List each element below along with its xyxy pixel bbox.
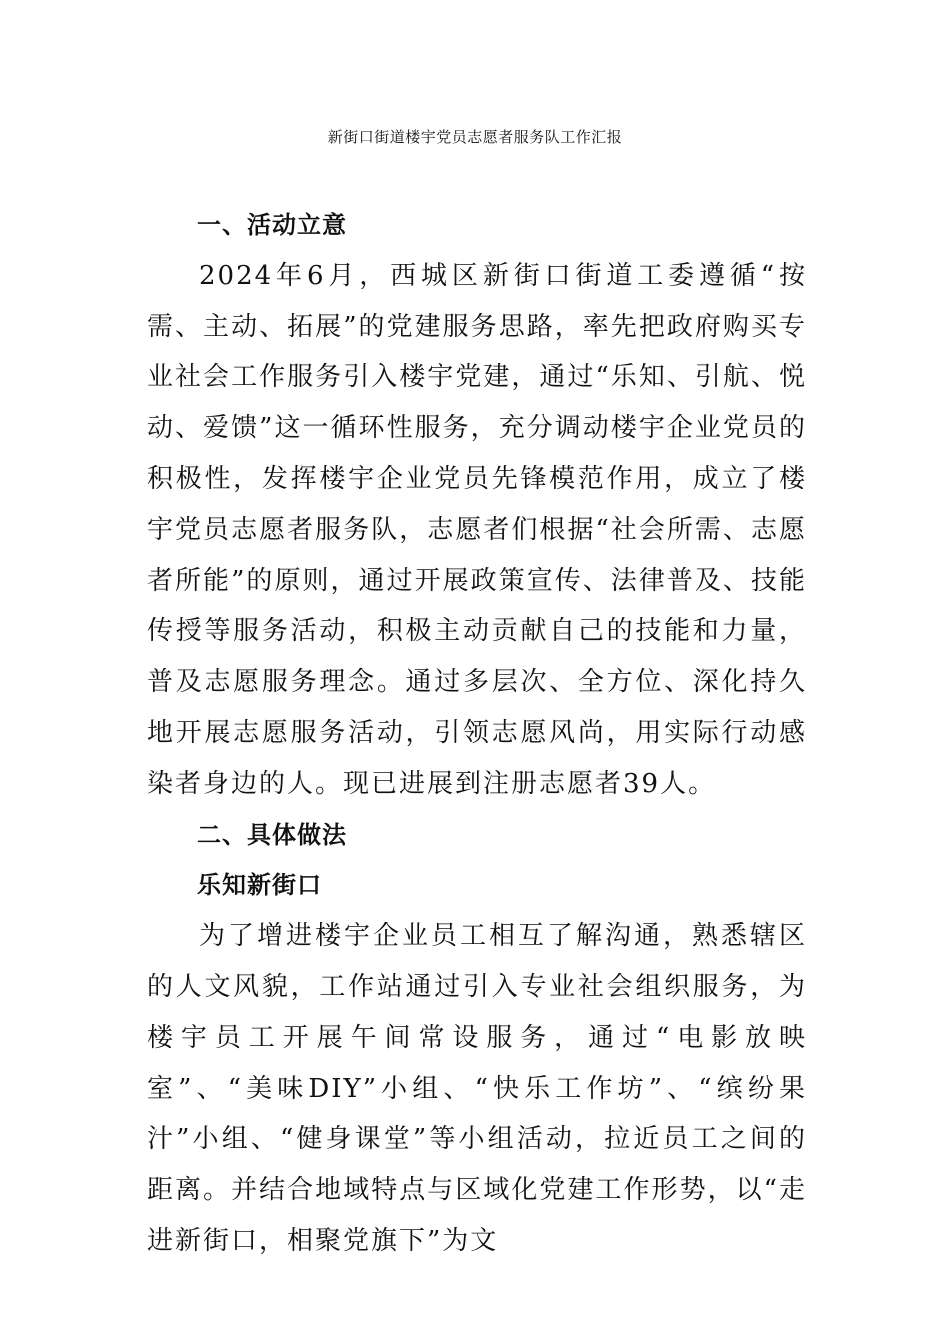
subheading-lezhi-xinjiekou: 乐知新街口: [197, 870, 322, 900]
paragraph-activity-purpose: 2024年6月，西城区新街口街道工委遵循“按需、主动、拓展”的党建服务思路，率先把政府购买专业社会工作服务引入楼宇党建，通过“乐知、引航、悦动、爱馈”这一循环性服务，充分调动楼宇企业党员的积极性，发挥楼宇企业党员先锋模范作用，成立了楼宇党员志愿者服务队，志愿者们根据“社会所需、志愿者所能”的原则，通过开展政策宣传、法律普及、技能传授等服务活动，积极主动贡献自己的技能和力量，普及志愿服务理念。通过多层次、全方位、深化持久地开展志愿服务活动，引领志愿风尚，用实际行动感染者身边的人。现已进展到注册志愿者39人。: [147, 260, 807, 799]
document-title: 新街口街道楼宇党员志愿者服务队工作汇报: [327, 128, 623, 146]
section-heading-specific-methods: 二、具体做法: [197, 819, 347, 849]
section-heading-activity-purpose: 一、活动立意: [197, 210, 347, 239]
paragraph-lezhi-xinjiekou: 为了增进楼宇企业员工相互了解沟通，熟悉辖区的人文风貌，工作站通过引入专业社会组织服务，为楼宇员工开展午间常设服务，通过“电影放映室”、“美味DIY”小组、“快乐工作坊”、“缤纷果汁”小组、“健身课堂”等小组活动，拉近员工之间的距离。并结合地域特点与区域化党建工作形势，以“走进新街口，相聚党旗下”为文: [147, 921, 807, 1256]
document-body: [147, 200, 807, 1267]
